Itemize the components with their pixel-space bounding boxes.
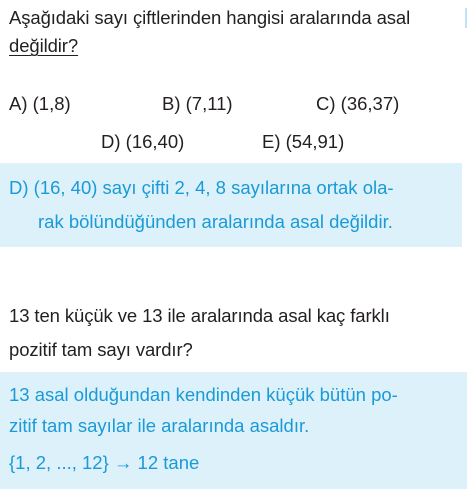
option-e[interactable]: E) (54,91) [262,131,345,152]
question-1-line-2-wrap [9,32,78,59]
question-2-line-1: 13 ten küçük ve 13 ile aralarında asal kaç farklı [9,305,390,326]
question-1-line-2: değildir? [9,35,79,56]
option-d[interactable]: D) (16,40) [101,131,185,152]
option-a[interactable]: A) (1,8) [9,93,71,114]
option-b[interactable]: B) (7,11) [162,93,233,114]
question-1-line-1: Aşağıdaki sayı çiftlerinden hangisi aralarında asal [9,7,411,28]
question-2-line-2: pozitif tam sayı vardır? [9,339,193,360]
option-c[interactable]: C) (36,37) [316,93,400,114]
answer-1-line-1: D) (16, 40) sayı çifti 2, 4, 8 sayılarına ortak ola- [9,177,394,198]
answer-1-line-2: rak bölündüğünden aralarında asal değildir. [38,211,393,232]
answer-1-box [0,163,462,247]
answer-2-set: {1, 2, ..., 12} → 12 tane [9,452,200,473]
answer-2-box [0,372,467,489]
answer-2-line-1: 13 asal olduğundan kendinden küçük bütün po- [9,384,398,405]
answer-2-line-2: zitif tam sayılar ile aralarında asaldır. [9,415,310,436]
